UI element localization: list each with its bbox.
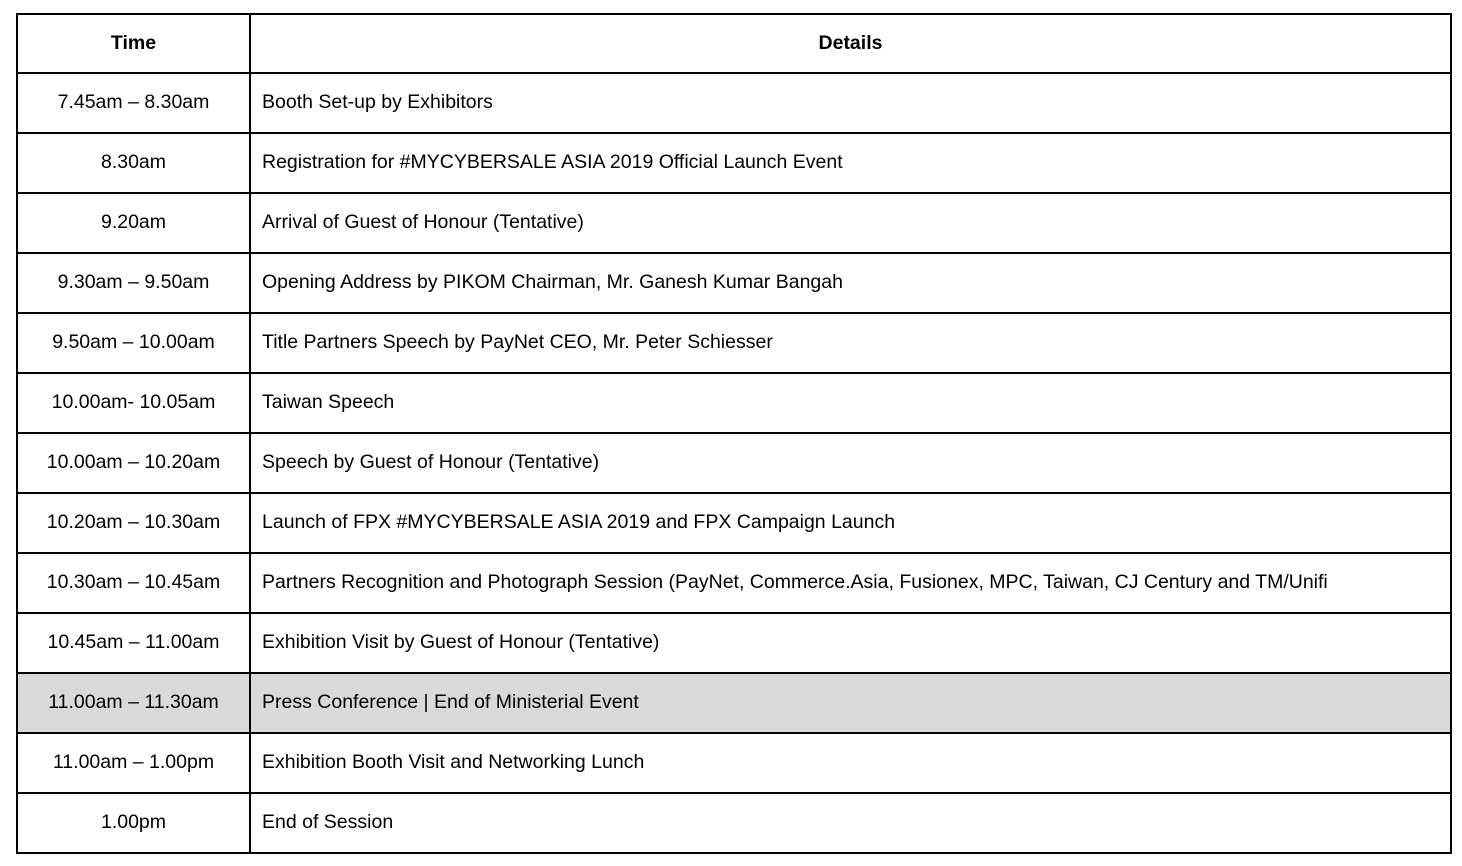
time-cell: 8.30am	[17, 133, 250, 193]
details-cell: Launch of FPX #MYCYBERSALE ASIA 2019 and FPX Campaign Launch	[250, 493, 1451, 553]
table-row	[17, 373, 1451, 433]
table-row	[17, 493, 1451, 553]
table-row-highlighted	[17, 673, 1451, 733]
details-cell: Exhibition Booth Visit and Networking Lunch	[250, 733, 1451, 793]
table-row	[17, 553, 1451, 613]
details-cell: Arrival of Guest of Honour (Tentative)	[250, 193, 1451, 253]
time-cell: 7.45am – 8.30am	[17, 73, 250, 133]
time-cell: 11.00am – 11.30am	[17, 673, 250, 733]
table-row	[17, 73, 1451, 133]
details-cell: Opening Address by PIKOM Chairman, Mr. Ganesh Kumar Bangah	[250, 253, 1451, 313]
schedule-table	[16, 13, 1452, 854]
table-row	[17, 133, 1451, 193]
time-cell: 9.30am – 9.50am	[17, 253, 250, 313]
table-row	[17, 253, 1451, 313]
details-cell: Registration for #MYCYBERSALE ASIA 2019 Official Launch Event	[250, 133, 1451, 193]
time-cell: 1.00pm	[17, 793, 250, 853]
time-cell: 11.00am – 1.00pm	[17, 733, 250, 793]
details-cell: End of Session	[250, 793, 1451, 853]
table-row	[17, 613, 1451, 673]
time-cell: 10.45am – 11.00am	[17, 613, 250, 673]
time-cell: 10.00am – 10.20am	[17, 433, 250, 493]
time-cell: 10.30am – 10.45am	[17, 553, 250, 613]
details-cell: Press Conference | End of Ministerial Event	[250, 673, 1451, 733]
time-column-header: Time	[17, 14, 250, 73]
time-cell: 10.00am- 10.05am	[17, 373, 250, 433]
details-cell: Taiwan Speech	[250, 373, 1451, 433]
details-cell: Title Partners Speech by PayNet CEO, Mr. Peter Schiesser	[250, 313, 1451, 373]
table-header	[17, 14, 1451, 73]
details-column-header: Details	[250, 14, 1451, 73]
table-row	[17, 433, 1451, 493]
time-cell: 10.20am – 10.30am	[17, 493, 250, 553]
table-row	[17, 733, 1451, 793]
table-row	[17, 313, 1451, 373]
time-cell: 9.50am – 10.00am	[17, 313, 250, 373]
table-row	[17, 193, 1451, 253]
header-row	[17, 14, 1451, 73]
time-cell: 9.20am	[17, 193, 250, 253]
details-cell: Partners Recognition and Photograph Session (PayNet, Commerce.Asia, Fusionex, MPC, Taiwan, CJ Century and TM/Unifi	[250, 553, 1451, 613]
details-cell: Booth Set-up by Exhibitors	[250, 73, 1451, 133]
table-body	[17, 73, 1451, 853]
details-cell: Speech by Guest of Honour (Tentative)	[250, 433, 1451, 493]
table-row	[17, 793, 1451, 853]
details-cell: Exhibition Visit by Guest of Honour (Tentative)	[250, 613, 1451, 673]
